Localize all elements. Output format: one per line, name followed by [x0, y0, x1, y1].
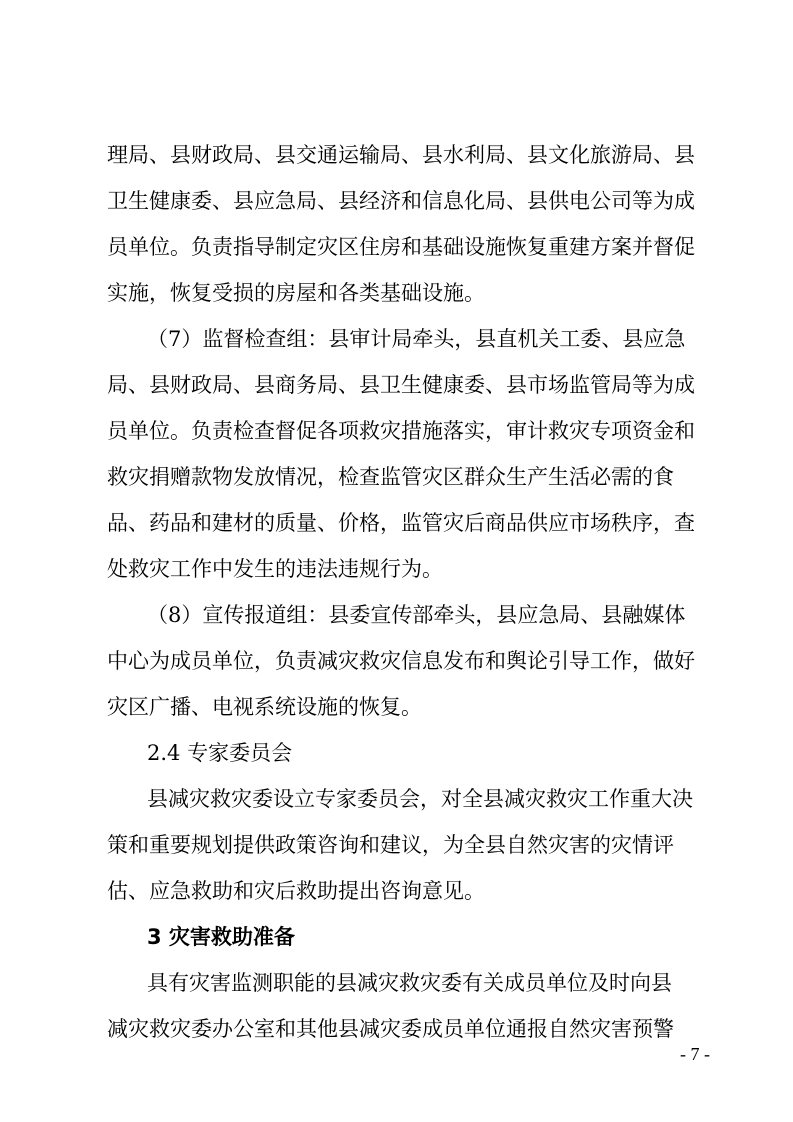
line-text: 理局、县财政局、县交通运输局、县水利局、县文化旅游局、县	[107, 143, 695, 167]
line-text: 局、县财政局、县商务局、县卫生健康委、县市场监管局等为成	[107, 373, 695, 397]
heading-text: 3 灾害救助准备	[147, 925, 295, 949]
line-text: 救灾捐赠款物发放情况，检查监管灾区群众生产生活必需的食	[107, 465, 674, 489]
line-text: 员单位。负责指导制定灾区住房和基础设施恢复重建方案并督促	[107, 235, 695, 259]
line-text: （7）监督检查组：县审计局牵头，县直机关工委、县应急	[147, 327, 686, 351]
line-text: 灾区广播、电视系统设施的恢复。	[107, 695, 422, 719]
heading-text: 2.4 专家委员会	[147, 741, 293, 765]
line-text: 员单位。负责检查督促各项救灾措施落实，审计救灾专项资金和	[107, 419, 695, 443]
line-text: 具有灾害监测职能的县减灾救灾委有关成员单位及时向县	[147, 971, 672, 995]
line-text: （8）宣传报道组：县委宣传部牵头，县应急局、县融媒体	[147, 603, 686, 627]
line-text: 策和重要规划提供政策咨询和建议，为全县自然灾害的灾情评	[107, 833, 674, 857]
line-text: 减灾救灾委办公室和其他县减灾委成员单位通报自然灾害预警	[107, 1017, 674, 1041]
line-text: 县减灾救灾委设立专家委员会，对全县减灾救灾工作重大决	[147, 787, 693, 811]
line-text: 品、药品和建材的质量、价格，监管灾后商品供应市场秩序，查	[107, 511, 695, 535]
line-text: 实施，恢复受损的房屋和各类基础设施。	[107, 281, 485, 305]
line-text: 处救灾工作中发生的违法违规行为。	[107, 557, 443, 581]
page-number: - 7 -	[680, 1044, 710, 1064]
line-text: 中心为成员单位，负责减灾救灾信息发布和舆论引导工作，做好	[107, 649, 695, 673]
line-text: 卫生健康委、县应急局、县经济和信息化局、县供电公司等为成	[107, 189, 695, 213]
line-text: 估、应急救助和灾后救助提出咨询意见。	[107, 879, 485, 903]
